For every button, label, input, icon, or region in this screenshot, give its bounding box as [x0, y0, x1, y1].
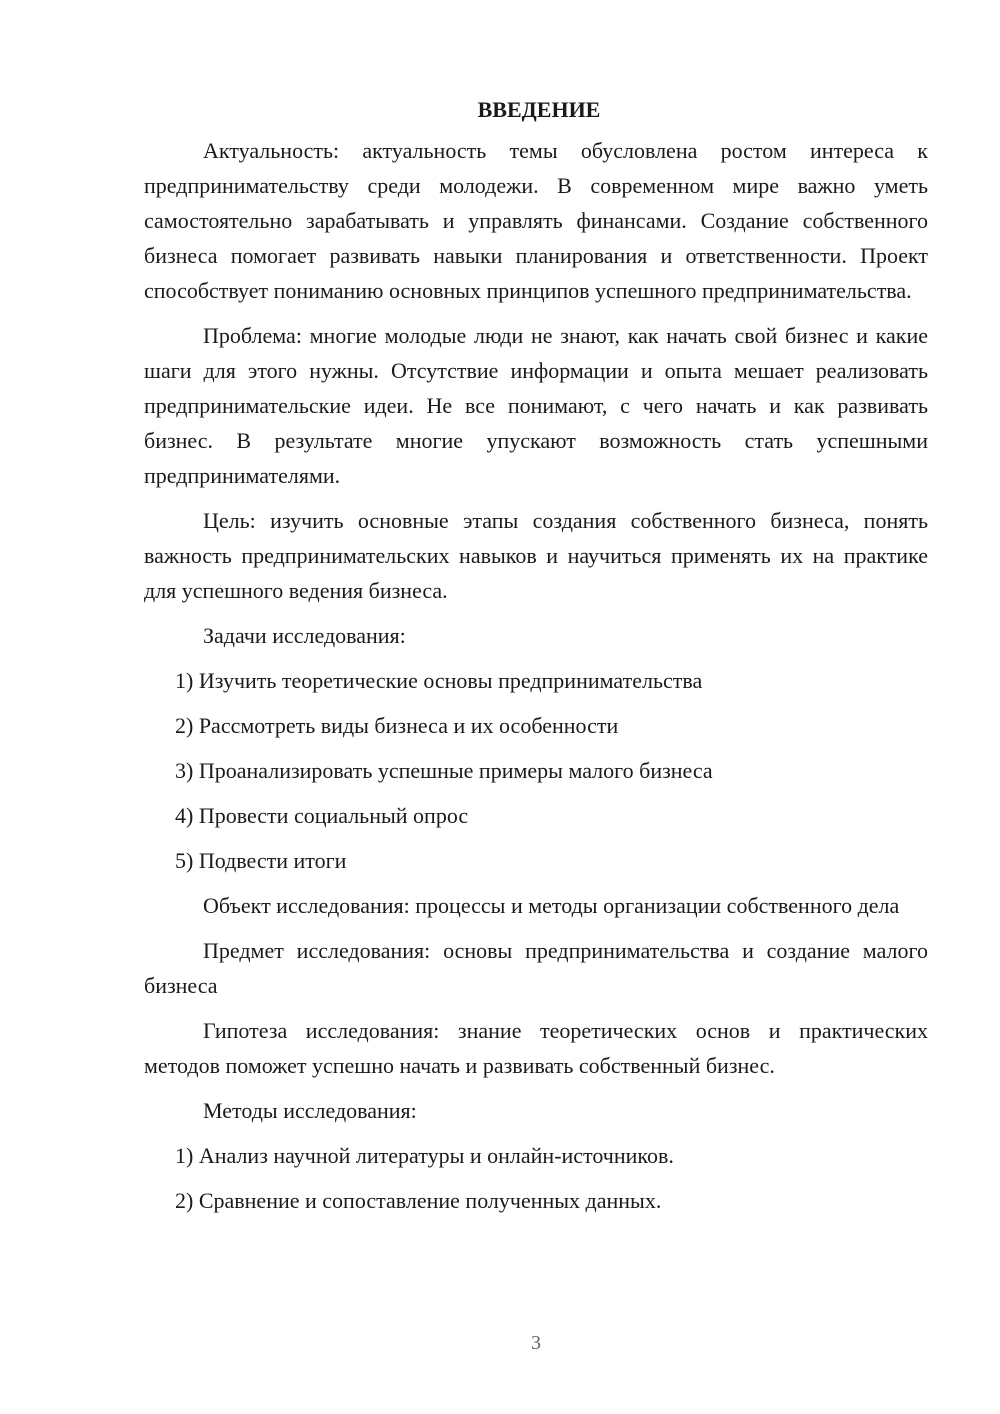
methods-list: [144, 1138, 928, 1218]
list-item: 2) Сравнение и сопоставление полученных данных.: [175, 1188, 662, 1213]
tasks-list: [144, 663, 928, 878]
page-number: 3: [531, 1332, 541, 1354]
list-item: 5) Подвести итоги: [175, 848, 347, 873]
paragraph-object: Объект исследования: процессы и методы организации собственного дела: [203, 893, 900, 918]
list-item: 1) Изучить теоретические основы предпринимательства: [175, 668, 703, 693]
list-item: 2) Рассмотреть виды бизнеса и их особенности: [175, 713, 619, 738]
paragraph-methods-heading: Методы исследования:: [203, 1098, 417, 1123]
paragraph-goal: Цель: изучить основные этапы создания собственного бизнеса, понять важность предпринимательских навыков и научиться применять их на практике для успешного ведения бизнеса.: [144, 508, 928, 603]
paragraph-tasks-heading: Задачи исследования:: [203, 623, 406, 648]
list-item: 3) Проанализировать успешные примеры малого бизнеса: [175, 758, 713, 783]
list-item: 1) Анализ научной литературы и онлайн-источников.: [175, 1143, 674, 1168]
paragraph-hypothesis: Гипотеза исследования: знание теоретических основ и практических методов поможет успешно начать и развивать собственный бизнес.: [144, 1018, 928, 1078]
paragraph-relevance: Актуальность: актуальность темы обусловлена ростом интереса к предпринимательству среди молодежи. В современном мире важно уметь самостоятельно зарабатывать и управлять финансами. Создание собственного бизнеса помогает развивать навыки планирования и ответственности. Проект способствует пониманию основных принципов успешного предпринимательства.: [144, 138, 928, 303]
paragraph-subject: Предмет исследования: основы предпринимательства и создание малого бизнеса: [144, 938, 928, 998]
list-item: 4) Провести социальный опрос: [175, 803, 469, 828]
paragraph-problem: Проблема: многие молодые люди не знают, как начать свой бизнес и какие шаги для этого нужны. Отсутствие информации и опыта мешает реализовать предпринимательские идеи. Не все понимают, с чего начать и как развивать бизнес. В результате многие упускают возможность стать успешными предпринимателями.: [144, 323, 928, 488]
document-page: [144, 92, 928, 1228]
section-title: ВВЕДЕНИЕ: [477, 97, 601, 122]
